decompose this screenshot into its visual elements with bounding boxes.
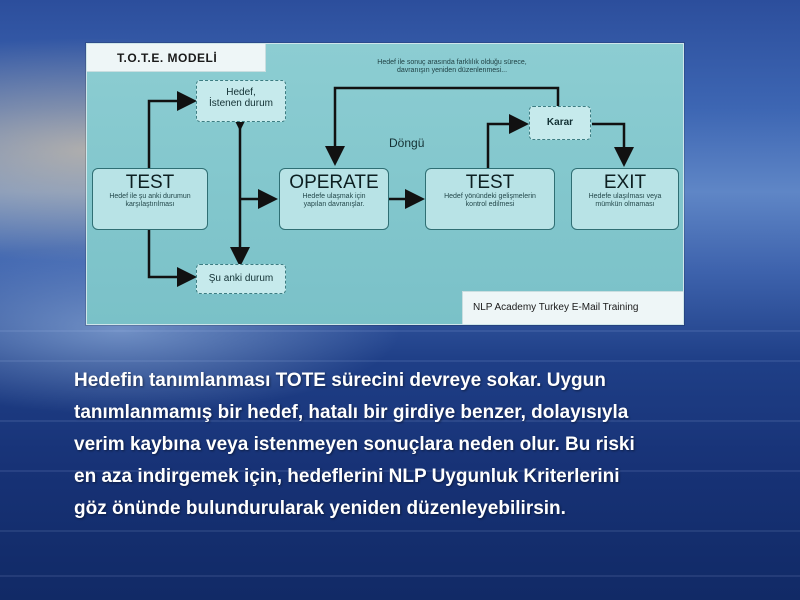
karar-box — [529, 106, 591, 140]
caption-line: tanımlanmamış bir hedef, hatalı bir girdiye benzer, dolayısıyla — [74, 402, 629, 423]
current-state-label: Şu anki durum — [208, 273, 274, 284]
slide-caption — [74, 365, 754, 525]
arrow-loop — [335, 88, 558, 161]
exit-desc2: mümkün olmaması — [595, 201, 655, 208]
current-state-box — [196, 264, 286, 294]
loop-note — [342, 59, 562, 75]
footer-band — [462, 291, 683, 324]
test2-desc2: kontrol edilmesi — [465, 201, 515, 208]
test-desc1: Hedef ile şu anki durumun — [109, 193, 191, 200]
caption-line: Hedefin tanımlanması TOTE sürecini devreye sokar. Uygun — [74, 370, 606, 391]
loop-note-line2: davranışın yeniden düzenlenmesi... — [396, 67, 508, 74]
operate-desc2: yapılan davranışlar. — [303, 201, 365, 208]
exit-box — [571, 168, 679, 230]
loop-label: Döngü — [389, 136, 425, 150]
arrow-test2-to-karar — [488, 124, 524, 169]
arrow-test-to-current — [149, 228, 192, 277]
test-title: TEST — [125, 172, 175, 193]
test2-title: TEST — [465, 172, 515, 193]
test2-desc1: Hedef yönündeki gelişmelerin — [444, 193, 536, 200]
goal-line2: İstenen durum — [209, 98, 273, 109]
test-desc2: karşılaştırılması — [125, 201, 175, 208]
loop-note-line1: Hedef ile sonuç arasında farklılık olduğu sürece, — [377, 59, 527, 66]
test2-box — [425, 168, 555, 230]
exit-desc1: Hedefe ulaşılması veya — [588, 193, 662, 200]
arrow-karar-to-exit — [592, 124, 624, 162]
diagram-title-band — [87, 44, 266, 72]
footer-text: NLP Academy Turkey E-Mail Training — [473, 302, 639, 313]
exit-title: EXIT — [603, 172, 647, 193]
operate-title: OPERATE — [289, 172, 379, 193]
tote-diagram — [86, 43, 684, 325]
operate-desc1: Hedefe ulaşmak için — [302, 193, 366, 200]
goal-line1: Hedef, — [226, 87, 256, 98]
caption-line: göz önünde bulundurularak yeniden düzenleyebilirsin. — [74, 498, 566, 519]
karar-title: Karar — [546, 117, 574, 128]
caption-line: en aza indirgemek için, hedeflerini NLP Uygunluk Kriterlerini — [74, 466, 620, 487]
operate-box — [279, 168, 389, 230]
caption-line: verim kaybına veya istenmeyen sonuçlara neden olur. Bu riski — [74, 434, 635, 455]
diagram-title: T.O.T.E. MODELİ — [117, 51, 218, 65]
test-box — [92, 168, 208, 230]
arrow-test-to-goal — [149, 101, 192, 169]
goal-box — [196, 80, 286, 122]
